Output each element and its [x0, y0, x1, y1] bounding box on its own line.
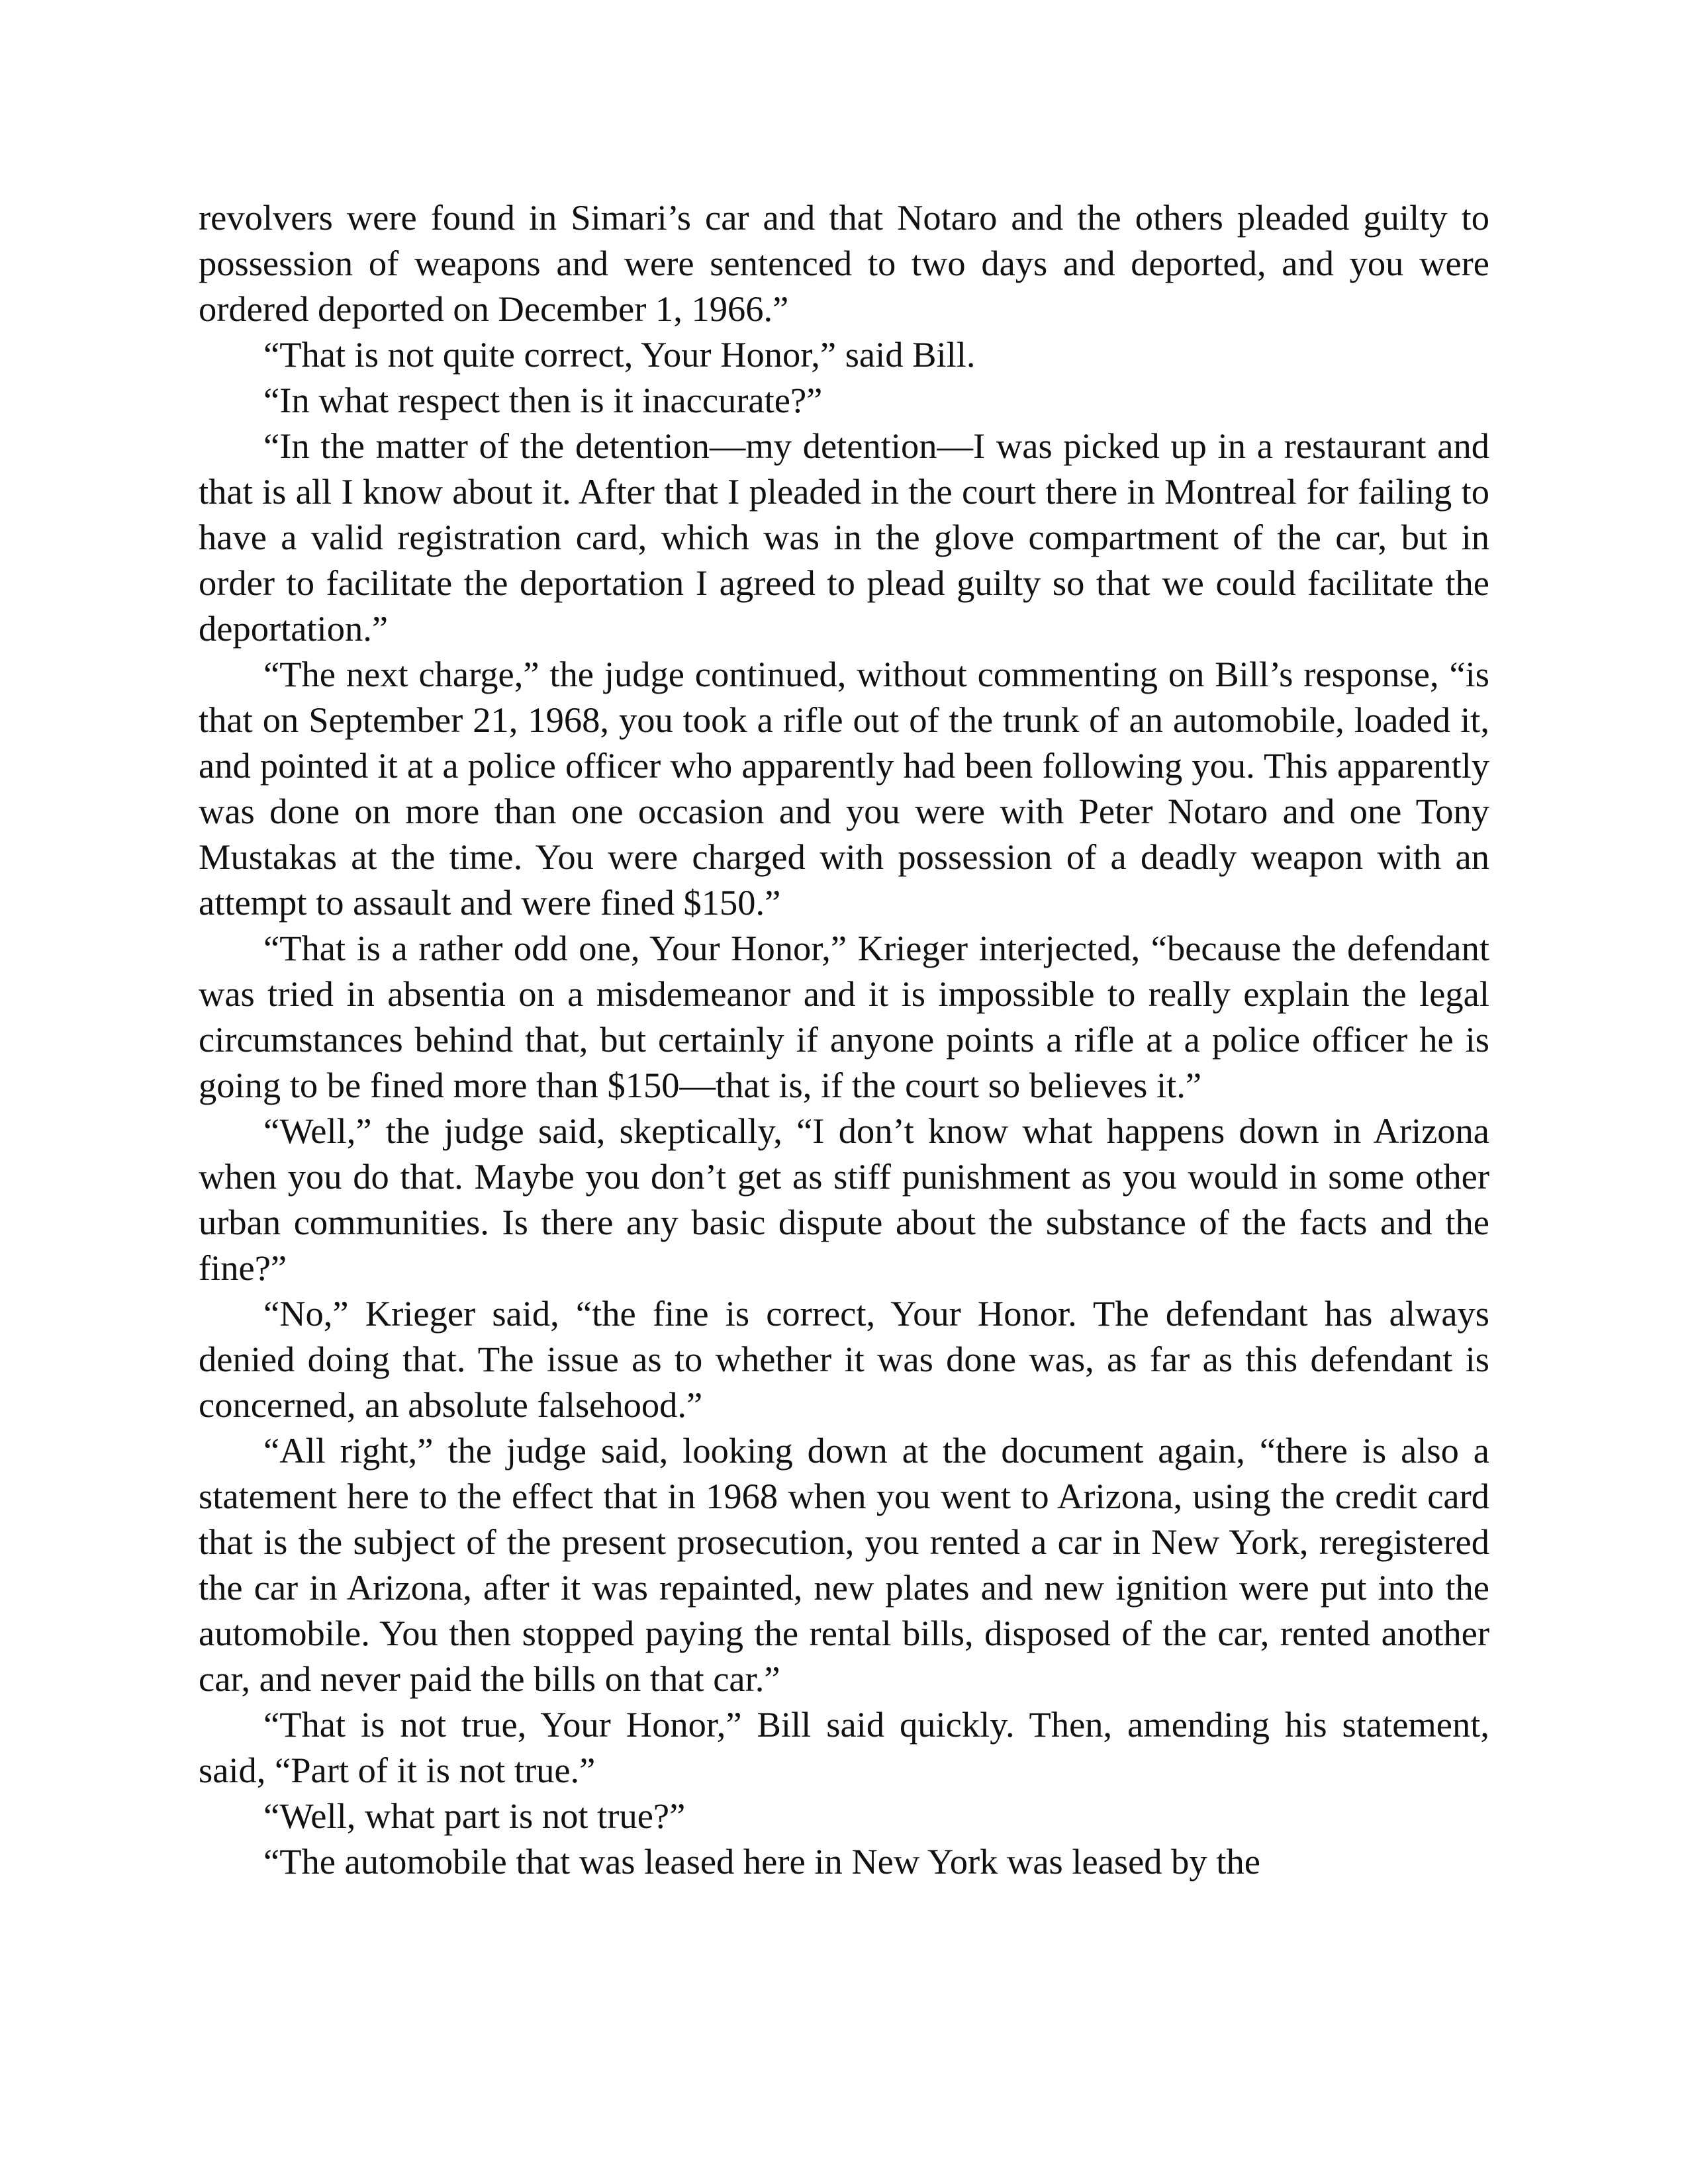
document-page: [199, 195, 1489, 1884]
paragraph: “That is not quite correct, Your Honor,” said Bill.: [263, 334, 976, 375]
paragraph: “That is a rather odd one, Your Honor,” Krieger interjected, “because the defendant was tried in absentia on a misdemeanor and it is impossible to really explain the legal circumstances behind that, but certainly if anyone points a rifle at a police officer he is going to be fined more than $150—that is, if the court so believes it.”: [199, 928, 1489, 1105]
paragraph: “No,” Krieger said, “the fine is correct, Your Honor. The defendant has always denied doing that. The issue as to whether it was done was, as far as this defendant is concerned, an absolute falsehood.”: [199, 1293, 1489, 1425]
paragraph-continued: revolvers were found in Simari’s car and that Notaro and the others pleaded guilty to possession of weapons and were sentenced to two days and deported, and you were ordered deported on December 1, 1966.”: [199, 197, 1489, 329]
paragraph: “In the matter of the detention—my detention—I was picked up in a restaurant and that is all I know about it. After that I pleaded in the court there in Montreal for failing to have a valid registration card, which was in the glove compartment of the car, but in order to facilitate the deportation I agreed to plead guilty so that we could facilitate the deportation.”: [199, 426, 1489, 649]
paragraph: “In what respect then is it inaccurate?”: [263, 380, 823, 420]
paragraph: “All right,” the judge said, looking down at the document again, “there is also a statement here to the effect that in 1968 when you went to Arizona, using the credit card that is the subject of the present prosecution, you rented a car in New York, reregistered the car in Arizona, after it was repainted, new plates and new ignition were put into the automobile. You then stopped paying the rental bills, disposed of the car, rented another car, and never paid the bills on that car.”: [199, 1430, 1489, 1699]
paragraph: “That is not true, Your Honor,” Bill said quickly. Then, amending his statement, said, “Part of it is not true.”: [199, 1704, 1489, 1790]
paragraph: “Well,” the judge said, skeptically, “I don’t know what happens down in Arizona when you do that. Maybe you don’t get as stiff punishment as you would in some other urban communities. Is there any basic dispute about the substance of the facts and the fine?”: [199, 1111, 1489, 1288]
paragraph: “The next charge,” the judge continued, without commenting on Bill’s response, “is that on September 21, 1968, you took a rifle out of the trunk of an automobile, loaded it, and pointed it at a police officer who apparently had been following you. This apparently was done on more than one occasion and you were with Peter Notaro and one Tony Mustakas at the time. You were charged with possession of a deadly weapon with an attempt to assault and were fined $150.”: [199, 654, 1489, 923]
paragraph: “Well, what part is not true?”: [263, 1796, 686, 1836]
paragraph: “The automobile that was leased here in New York was leased by the: [263, 1841, 1260, 1882]
